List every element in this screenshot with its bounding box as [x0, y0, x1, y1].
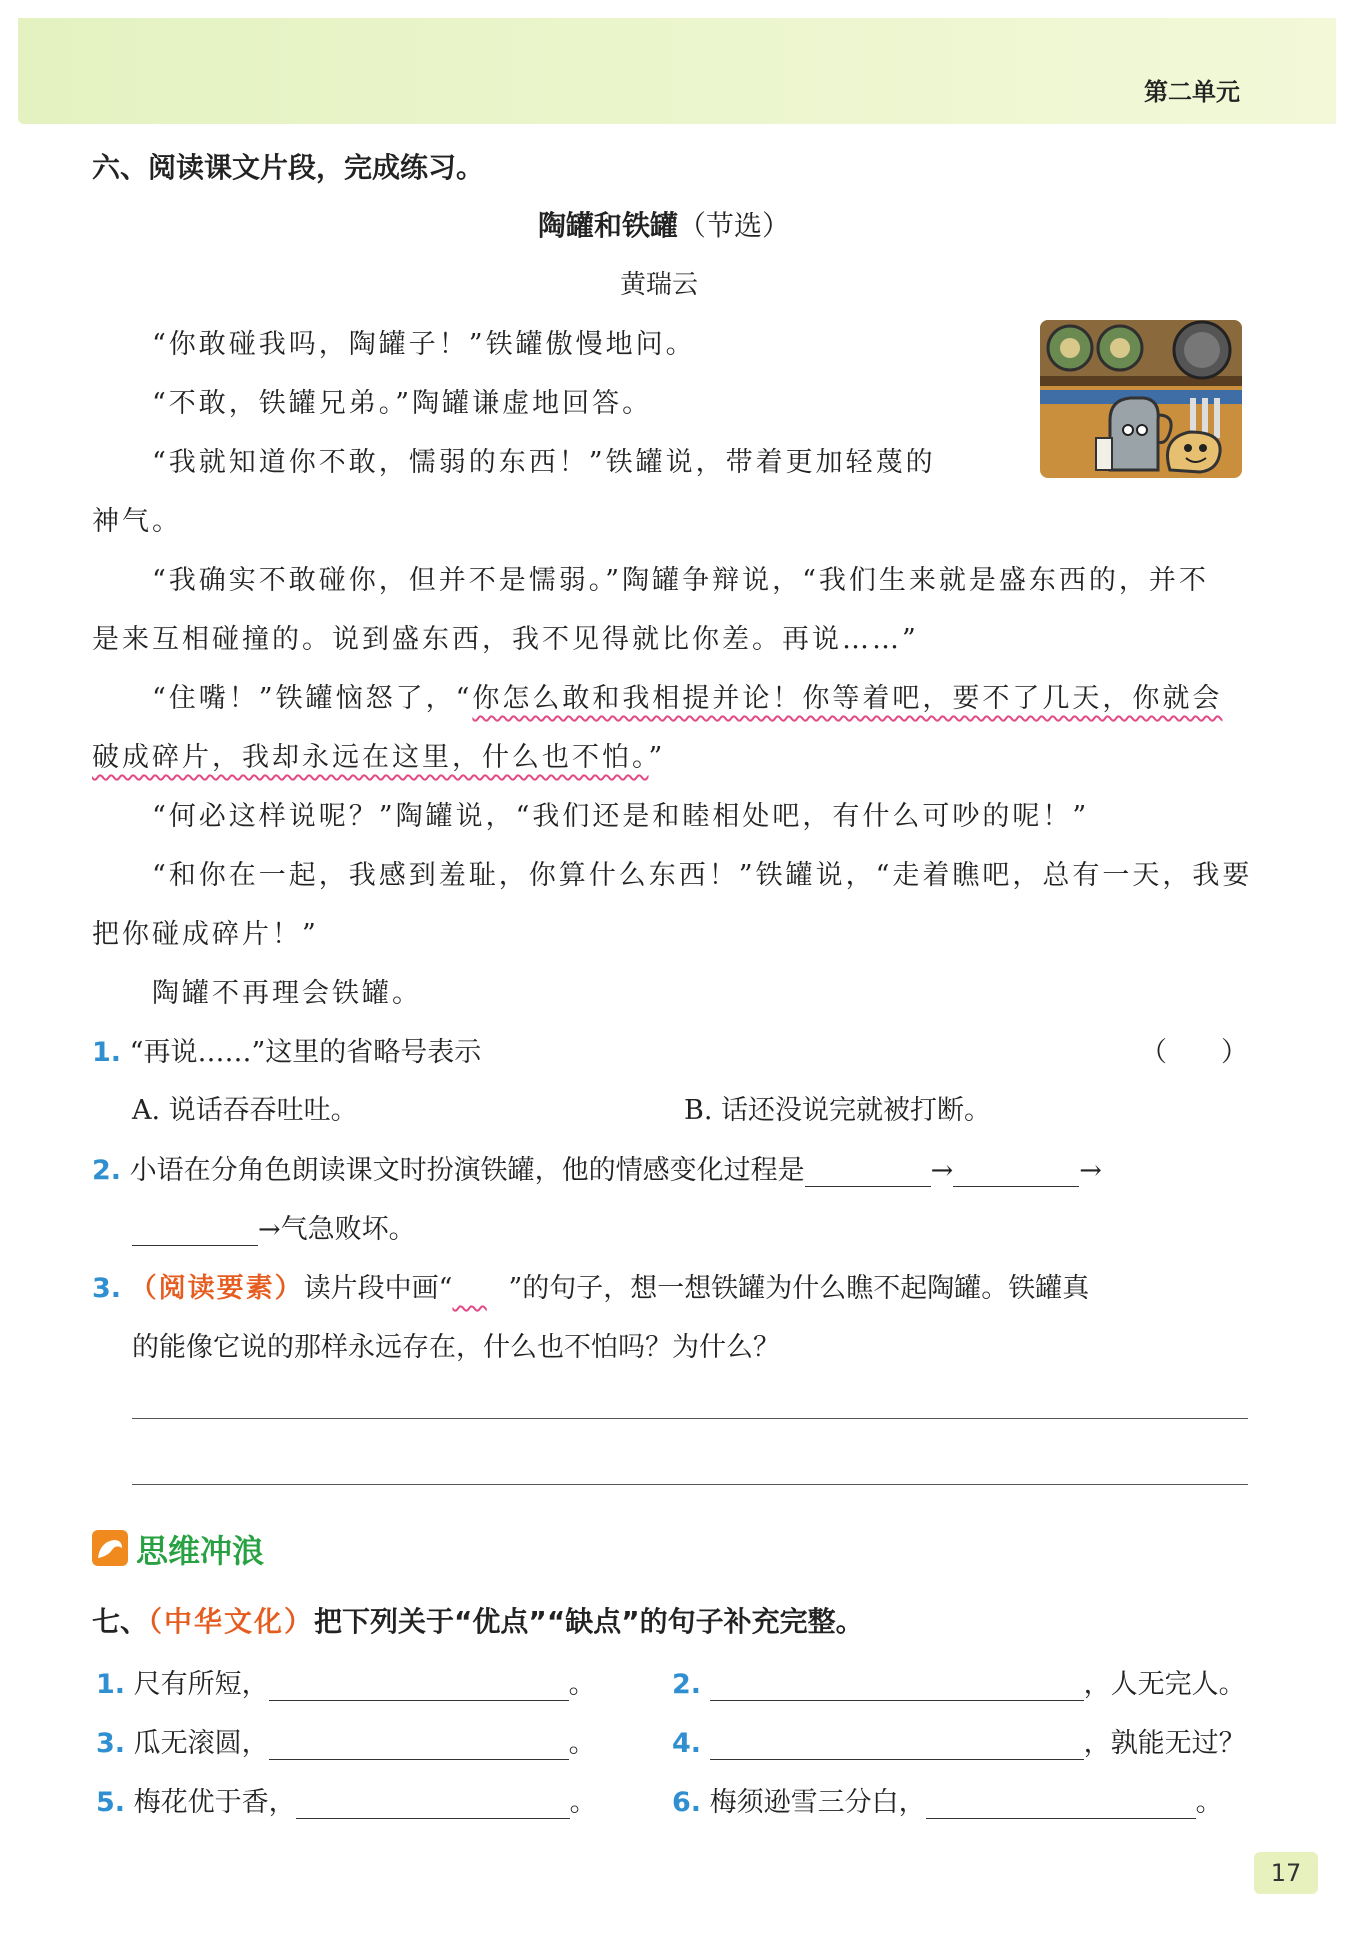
idiom-item-1-blank[interactable]	[269, 1672, 569, 1701]
idiom-item-1-after: 。	[568, 1669, 596, 1700]
passage-title-text: 陶罐和铁罐	[538, 209, 679, 242]
idiom-item-2	[672, 1662, 1246, 1701]
wave-icon	[92, 1530, 128, 1566]
idiom-item-4-blank[interactable]	[710, 1731, 1084, 1760]
idiom-item-4	[672, 1721, 1246, 1760]
paragraph-1: “你敢碰我吗，陶罐子！”铁罐傲慢地问。	[152, 329, 696, 360]
idiom-item-5-after: 。	[569, 1787, 597, 1818]
paragraph-5-lead: “住嘴！”铁罐恼怒了，“	[152, 683, 473, 714]
paragraph-6: “何必这样说呢？”陶罐说，“我们还是和睦相处吧，有什么可吵的呢！”	[152, 801, 1090, 832]
idiom-item-1-before: 尺有所短，	[133, 1669, 269, 1700]
idiom-item-5-before: 梅花优于香，	[133, 1787, 296, 1818]
idiom-item-6	[672, 1780, 1223, 1819]
question-3	[92, 1266, 1089, 1305]
paragraph-4-line-1: “我确实不敢碰你，但并不是懦弱。”陶罐争辩说，“我们生来就是盛东西的，并不	[152, 565, 1209, 596]
idiom-item-3-before: 瓜无滚圆，	[133, 1728, 269, 1759]
wavy-underlined-sentence-2: 破成碎片，我却永远在这里，什么也不怕。	[92, 742, 649, 773]
question-3-number: 3.	[92, 1273, 122, 1304]
idiom-item-3-number: 3.	[96, 1728, 126, 1759]
header-band	[18, 18, 1336, 124]
section-7-tag: （中华文化）	[148, 1605, 315, 1638]
idiom-item-4-after: ，孰能无过？	[1083, 1728, 1246, 1759]
thinking-section-title: 思维冲浪	[136, 1532, 265, 1570]
paragraph-7-line-2: 把你碰成碎片！”	[92, 919, 319, 950]
question-1-option-b[interactable]: B. 话还没说完就被打断。	[684, 1095, 992, 1126]
idiom-item-2-blank[interactable]	[710, 1672, 1084, 1701]
idiom-item-3-after: 。	[568, 1728, 596, 1759]
idiom-item-3-blank[interactable]	[269, 1731, 569, 1760]
paragraph-3-line-2: 神气。	[92, 506, 182, 537]
wavy-underlined-sentence-1: 你怎么敢和我相提并论！你等着吧，要不了几天，你就会	[472, 683, 1223, 714]
idiom-item-5	[96, 1780, 597, 1819]
idiom-item-5-blank[interactable]	[296, 1790, 570, 1819]
section-7-heading	[92, 1600, 864, 1640]
question-1	[92, 1030, 481, 1069]
paragraph-7-line-1: “和你在一起，我感到羞耻，你算什么东西！”铁罐说，“走着瞧吧，总有一天，我要	[152, 860, 1253, 891]
question-3-tag: （阅读要素）	[129, 1273, 304, 1304]
question-3-line-2: 的能像它说的那样永远存在，什么也不怕吗？为什么？	[132, 1332, 780, 1363]
arrow-icon: →	[1079, 1155, 1102, 1186]
paragraph-8: 陶罐不再理会铁罐。	[152, 978, 422, 1009]
question-2-number: 2.	[92, 1155, 122, 1186]
passage-author: 黄瑞云	[620, 270, 699, 300]
question-1-text: “再说……”这里的省略号表示	[129, 1037, 482, 1068]
paragraph-5-line-2	[92, 735, 665, 774]
question-2-blank-3[interactable]	[132, 1217, 258, 1246]
idiom-item-2-number: 2.	[672, 1669, 702, 1700]
paragraph-2: “不敢，铁罐兄弟。”陶罐谦虚地回答。	[152, 388, 653, 419]
question-3-text-a: 读片段中画“	[303, 1273, 453, 1304]
arrow-icon: →	[930, 1155, 954, 1186]
unit-label: 第二单元	[1144, 78, 1240, 106]
question-2-end: →气急败坏。	[258, 1214, 416, 1245]
idiom-item-6-before: 梅须逊雪三分白，	[709, 1787, 926, 1818]
section-7-prefix: 七、	[92, 1605, 149, 1638]
page-number: 17	[1254, 1852, 1318, 1894]
idiom-item-1	[96, 1662, 596, 1701]
question-2-line-2	[132, 1207, 416, 1246]
idiom-item-6-blank[interactable]	[926, 1790, 1196, 1819]
question-2-blank-1[interactable]	[805, 1158, 931, 1187]
section-6-heading: 六、阅读课文片段，完成练习。	[92, 151, 485, 184]
pots-illustration-svg	[1040, 320, 1242, 478]
section-7-text: 把下列关于“优点”“缺点”的句子补充完整。	[314, 1605, 864, 1638]
question-2	[92, 1148, 1102, 1187]
passage-title-note: （节选）	[678, 209, 791, 242]
idiom-item-6-number: 6.	[672, 1787, 702, 1818]
paragraph-5-close-quote: ”	[648, 742, 666, 773]
idiom-item-6-after: 。	[1195, 1787, 1223, 1818]
pots-illustration	[1040, 320, 1242, 478]
paragraph-5-line-1	[152, 676, 1222, 715]
question-3-text-b: ”的句子，想一想铁罐为什么瞧不起陶罐。铁罐真	[508, 1273, 1090, 1304]
idiom-item-4-number: 4.	[672, 1728, 702, 1759]
question-1-answer-paren[interactable]: （ ）	[1140, 1037, 1248, 1068]
passage-title	[538, 204, 790, 244]
wavy-line-sample	[452, 1273, 508, 1304]
paragraph-3-line-1: “我就知道你不敢，懦弱的东西！”铁罐说，带着更加轻蔑的	[152, 447, 936, 478]
paragraph-4-line-2: 是来互相碰撞的。说到盛东西，我不见得就比你差。再说……”	[92, 624, 919, 655]
answer-line-2[interactable]	[132, 1484, 1248, 1485]
idiom-item-1-number: 1.	[96, 1669, 126, 1700]
question-2-text: 小语在分角色朗读课文时扮演铁罐，他的情感变化过程是	[129, 1155, 805, 1186]
question-1-number: 1.	[92, 1037, 122, 1068]
idiom-item-5-number: 5.	[96, 1787, 126, 1818]
question-2-blank-2[interactable]	[953, 1158, 1079, 1187]
idiom-item-3	[96, 1721, 596, 1760]
idiom-item-2-after: ，人无完人。	[1083, 1669, 1246, 1700]
question-1-option-a[interactable]: A. 说话吞吞吐吐。	[132, 1095, 358, 1126]
answer-line-1[interactable]	[132, 1418, 1248, 1419]
